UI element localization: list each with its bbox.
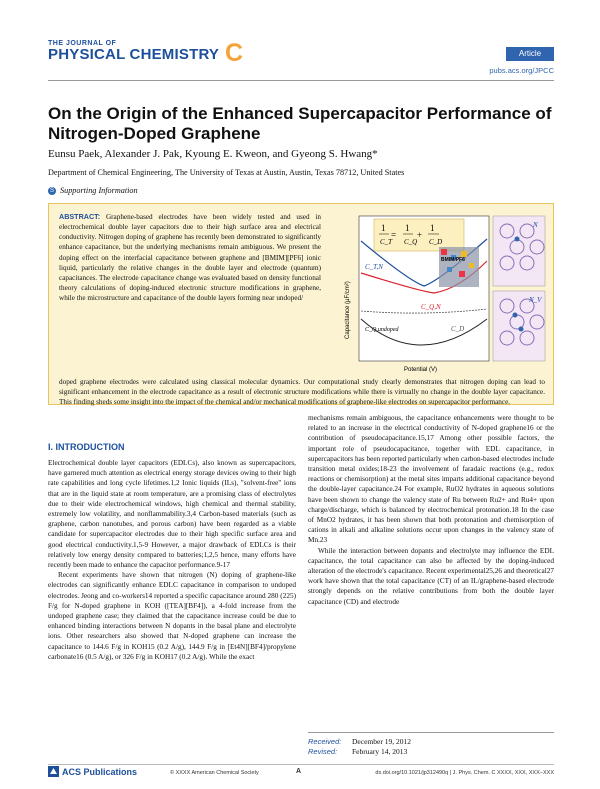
label-cq-undoped: C_Q,undoped xyxy=(365,327,399,333)
journal-letter: C xyxy=(225,39,244,67)
intro-paragraph-2: Recent experiments have shown that nitrogen (N) doping of graphene-like electrodes can significantly enhance EDLC capacitance in comparison to undoped electrodes. Jeong and co-workers14 reported a specific capacitance around 280 (225) F/g for N-doped graphene in KOH ([TEA][BF4]), a 4-fold increase from the undoped graphene case; they claimed that the capacitance increase could be due to enhanced binding interactions between N dopants in the basal plane and electrolyte ions. Other researchers also showed that N-doped graphene can increase the capacitance to 144.6 F/g in KOH15 (0.2 A/g), 144.9 F/g in [Et4N][BF4]/propylene carbonate16 (0.5 A/g), or 326 F/g in KOH17 (0.2 A/g). While the exact xyxy=(48,571,296,661)
acs-icon xyxy=(48,766,59,777)
abstract-label: ABSTRACT: xyxy=(59,212,101,221)
section-introduction-title: I. INTRODUCTION xyxy=(48,442,125,452)
footer-page: A xyxy=(296,768,302,775)
revised-label: Revised: xyxy=(308,747,338,756)
journal-url[interactable]: pubs.acs.org/JPCC xyxy=(489,66,554,75)
eq-one-3: 1 xyxy=(430,223,435,233)
abstract-text-side xyxy=(59,212,321,303)
toc-ylabel: Capacitance (μF/cm²) xyxy=(345,281,351,339)
label-cd: C_D xyxy=(451,325,465,333)
eq-cd: C_D xyxy=(429,238,443,246)
supporting-info-icon: S xyxy=(49,187,54,194)
revised-date: February 14, 2013 xyxy=(352,747,408,756)
column-left xyxy=(48,458,296,662)
footer-doi[interactable]: dx.doi.org/10.1021/jp312490q | J. Phys. Chem. C XXXX, XXX, XXX−XXX xyxy=(375,770,554,776)
eq-cq: C_Q xyxy=(404,238,418,246)
ionic-liquid-label: BMIM/PF6 xyxy=(441,257,465,263)
received-label: Received: xyxy=(308,737,342,746)
acs-logo xyxy=(48,766,137,777)
abstract-text-full: doped graphene electrodes were calculated using classical molecular dynamics. Our computational study clearly demonstrates that nitrogen doping can lead to significant enhancement in the electrode capacitance as a result of electronic structure modifications while there is virtually no change in the double layer capacitance. This finding sheds some insight into the impact of the chemical and/or mechanical modifications of graphene-like electrodes on supercapacitor performance. xyxy=(59,378,545,407)
header-rule xyxy=(48,80,554,81)
eq-equals: = xyxy=(391,230,397,240)
intro-paragraph-3: mechanisms remain ambiguous, the capacitance enhancements were thought to be related to an increase in the electrical conductivity of N-doped graphene16 or the contribution of pseudocapacitance.15,17 Among other possible factors, the important role of pseudocapacitance, together with EDL capacitance, in supercapacitors has been reported particularly when carbon-based electrodes include transition metal oxides;18-23 the involvement of faradaic reactions (e.g., redox reactions or chemisorption) at the metal sites imparts additional capacitance beyond the double-layer capacitance.24 For example, RuO2 hydrates in aqueous solutions have been shown to change the valency state of Ru between Ru2+ and Ru4+ upon charge/discharge, which is balanced by electrochemical protonation.18 In the case of MnO2 hydrates, it has been shown that both protonation and chemisorption of cations in alkali and alkaline solutions occur upon changes in the valency state of Mn.23 xyxy=(308,414,554,545)
eq-one-2: 1 xyxy=(405,223,410,233)
footer-copyright: © XXXX American Chemical Society xyxy=(170,770,259,776)
eq-plus: + xyxy=(417,230,423,240)
footer-rule xyxy=(48,764,554,765)
article-title: On the Origin of the Enhanced Supercapacitor Performance of Nitrogen-Doped Graphene xyxy=(48,104,552,143)
received-date: December 19, 2012 xyxy=(352,737,411,746)
authors: Eunsu Paek, Alexander J. Pak, Kyoung E. Kweon, and Gyeong S. Hwang* xyxy=(48,148,378,160)
abstract-body-1: Graphene-based electrodes have been widely tested and used in electrochemical double layer capacitors due to their high surface area and electrical conductivity. Nitrogen doping of graphene has recently been demonstrated to significantly enhance capacitance, but the underlying mechanisms remain ambiguous. We present the doping effect on the interfacial capacitance between graphene and [BMIM][PF6] ionic liquid, particularly the relative changes in the double layer and electrode (quantum) capacitances. The electrode capacitance change was evaluated based on density functional theory calculations of doping-induced electronic structure modifications in graphene, while the microstructure and capacitance of the double layers forming near undoped/ xyxy=(59,213,321,303)
supporting-info-label: Supporting Information xyxy=(60,186,138,195)
eq-one: 1 xyxy=(381,223,386,233)
column-right xyxy=(308,413,554,607)
journal-logo xyxy=(48,39,244,67)
eq-ct: C_T xyxy=(380,238,393,246)
supporting-info-link[interactable] xyxy=(48,186,138,195)
label-cq: C_Q,N xyxy=(421,303,441,311)
acs-publisher: ACS Publications xyxy=(62,766,138,777)
nv-label: N_V xyxy=(529,296,542,304)
journal-line1: THE JOURNAL OF xyxy=(48,40,117,47)
intro-paragraph-4: While the interaction between dopants and electrolyte may influence the EDL capacitance, the total capacitance can also be affected by the doping-induced alteration of the electrode's capacitance. Recent experimental25,26 and theoretical27 work have shown that the total capacitance (CT) of an IL/graphene-based electrode strongly depends on the relative contributions from both the double layer capacitance (CD) and electrode xyxy=(308,546,554,606)
received-dates xyxy=(308,732,554,757)
intro-paragraph-1: Electrochemical double layer capacitors (EDLCs), also known as supercapacitors, have garnered much attention as electrical energy storage devices owing to their high rate capabilities and long cycle lifetimes.1,2 Ionic liquids (ILs), "solvent-free" ions that are in the liquid state at room temperature, are a promising class of electrolytes due to their wide electrochemical windows, high chemical and thermal stability, extremely low volatility, and nonflammability.3,4 Carbon-based materials (such as graphene, carbon nanotubes, and porous carbon) have been regarded as a viable candidate for supercapacitor electrodes due to their high specific surface area and good electrical conductivity.1,5-9 However, a major drawback of EDLCs is their relatively low energy density compared to batteries;1,2,5 hence, many efforts have recently been made to enhance the capacitor performance.9-17 xyxy=(48,459,296,570)
affiliation: Department of Chemical Engineering, The University of Texas at Austin, Austin, Texas 78712, United States xyxy=(48,168,405,177)
article-badge: Article xyxy=(506,47,554,61)
toc-xlabel: Potential (V) xyxy=(404,367,438,373)
n-label: N xyxy=(533,221,538,229)
label-ct: C_T,N xyxy=(365,263,383,271)
journal-line2: PHYSICAL CHEMISTRY xyxy=(48,46,220,63)
abstract-box xyxy=(48,203,554,405)
toc-graphic xyxy=(329,211,547,374)
